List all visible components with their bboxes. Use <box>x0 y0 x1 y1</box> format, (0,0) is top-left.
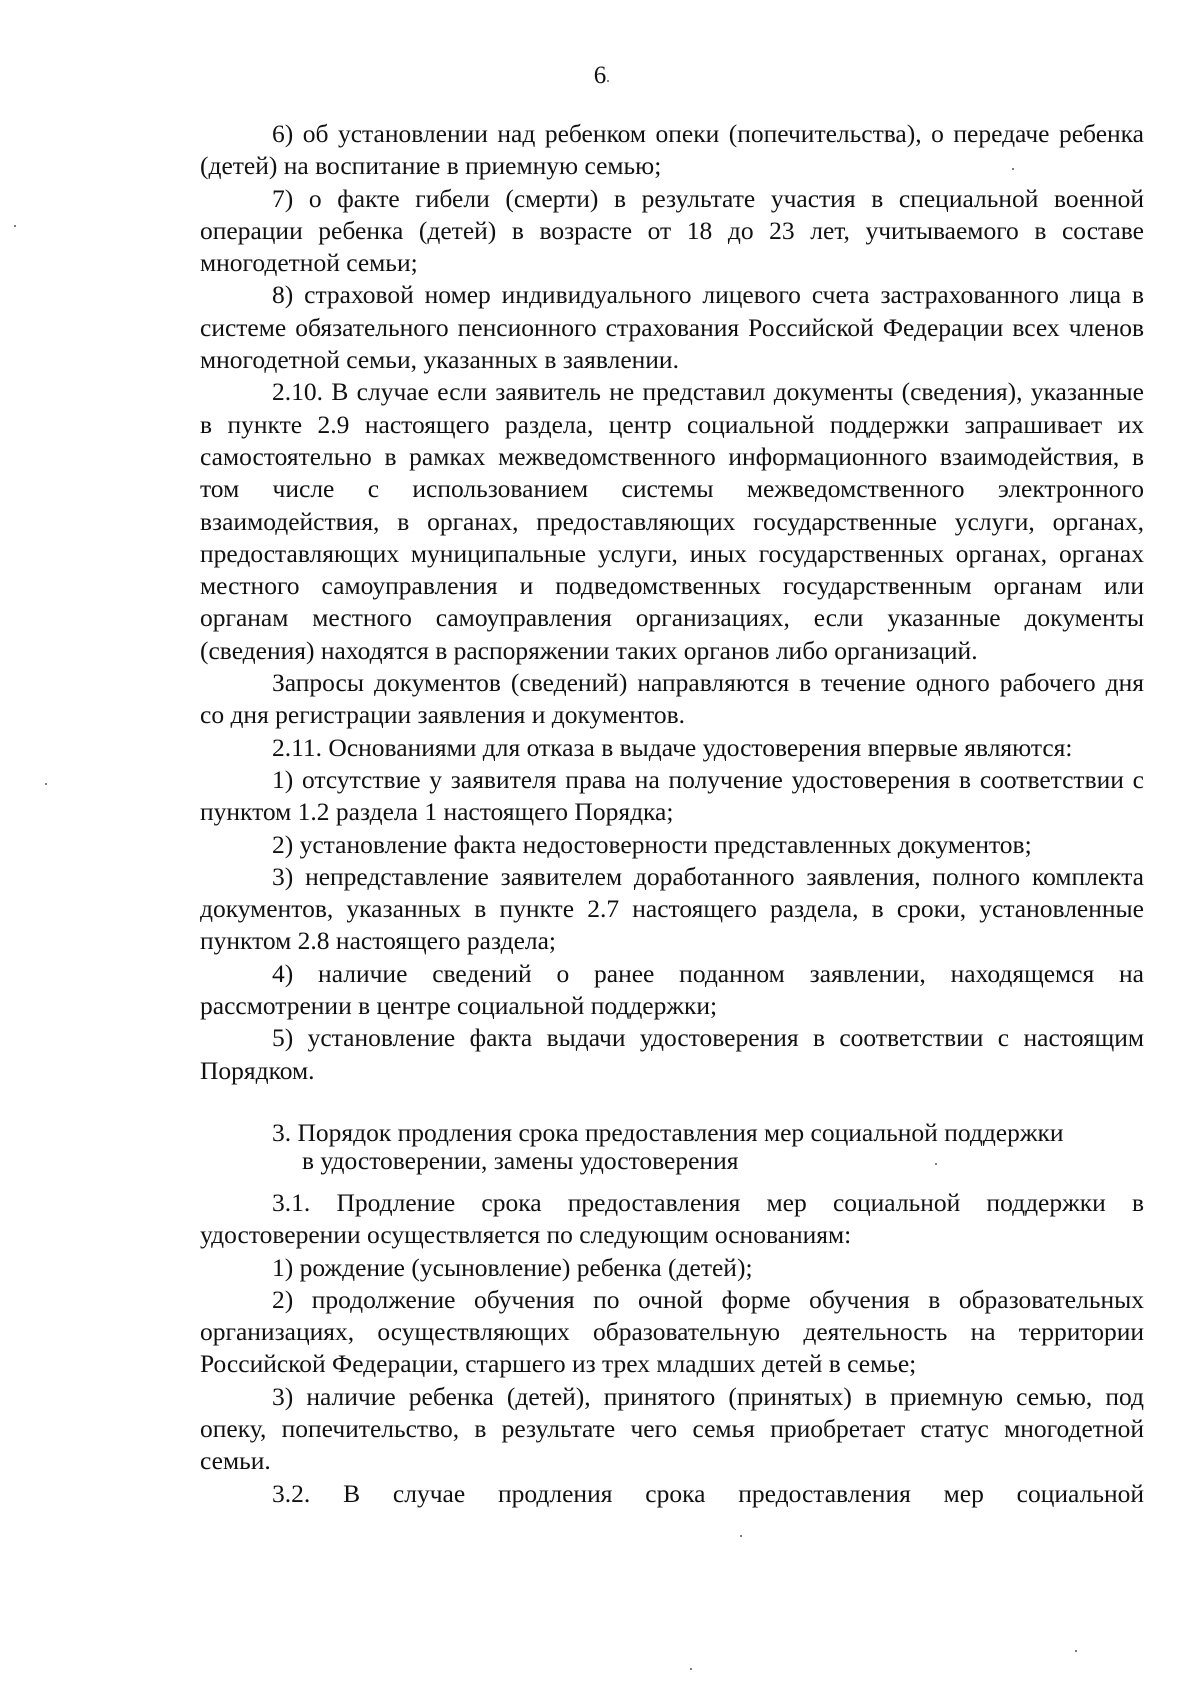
paragraph-2-10: 2.10. В случае если заявитель не представил документы (сведения), указанные в пункте 2.9 настоящего раздела, центр социальной поддержки запрашивает их самостоятельно в рамках межведомственного информационного взаимодействия, в том числе с использованием системы межведомственного электронного взаимодействия, в органах, предоставляющих государственные услуги, органах, предоставляющих муниципальные услуги, иных государственных органах, органах местного самоуправления и подведомственных государственным органам или органам местного самоуправления организациях, если указанные документы (сведения) находятся в распоряжении таких органов либо организаций. <box>200 377 1144 665</box>
document-body <box>200 118 1144 1510</box>
extension-ground-1: 1) рождение (усыновление) ребенка (детей); <box>272 1252 753 1282</box>
refusal-ground-4: 4) наличие сведений о ранее поданном заявлении, находящемся на рассмотрении в центре социальной поддержки; <box>200 958 1144 1021</box>
section-3-heading <box>200 1119 1144 1175</box>
extension-ground-2: 2) продолжение обучения по очной форме обучения в образовательных организациях, осуществляющих образовательную деятельность на территории Российской Федерации, старшего из трех младших детей в семье; <box>200 1284 1144 1379</box>
scan-speck <box>740 1535 742 1537</box>
scan-speck <box>935 1163 937 1165</box>
scan-speck <box>607 80 609 82</box>
scan-speck <box>1012 168 1014 170</box>
refusal-ground-3: 3) непредставление заявителем доработанного заявления, полного комплекта документов, указанных в пункте 2.7 настоящего раздела, в сроки, установленные пунктом 2.8 настоящего раздела; <box>200 861 1144 956</box>
paragraph-item-6: 6) об установлении над ребенком опеки (попечительства), о передаче ребенка (детей) на воспитание в приемную семью; <box>200 119 1144 181</box>
extension-ground-3: 3) наличие ребенка (детей), принятого (принятых) в приемную семью, под опеку, попечительство, в результате чего семья приобретает статус многодетной семьи. <box>200 1381 1144 1476</box>
paragraph-item-7: 7) о факте гибели (смерти) в результате участия в специальной военной операции ребенка (детей) в возрасте от 18 до 23 лет, учитываемого в составе многодетной семьи; <box>200 183 1144 278</box>
paragraph-requests: Запросы документов (сведений) направляются в течение одного рабочего дня со дня регистрации заявления и документов. <box>200 668 1144 730</box>
paragraph-item-8: 8) страховой номер индивидуального лицевого счета застрахованного лица в системе обязательного пенсионного страхования Российской Федерации всех членов многодетной семьи, указанных в заявлении. <box>200 280 1144 375</box>
scan-speck <box>14 225 16 227</box>
refusal-ground-1: 1) отсутствие у заявителя права на получение удостоверения в соответствии с пунктом 1.2 раздела 1 настоящего Порядка; <box>200 764 1144 827</box>
scan-speck <box>45 783 47 785</box>
section-heading-line-1: 3. Порядок продления срока предоставления мер социальной поддержки <box>272 1117 1064 1147</box>
paragraph-3-2: 3.2. В случае продления срока предоставления мер социальной <box>272 1478 1144 1508</box>
scan-speck <box>1075 1650 1077 1652</box>
refusal-ground-2: 2) установление факта недостоверности представленных документов; <box>272 829 1032 859</box>
scan-speck <box>690 1668 692 1670</box>
refusal-ground-5: 5) установление факта выдачи удостоверения в соответствии с настоящим Порядком. <box>200 1023 1144 1085</box>
section-heading-line-2: в удостоверении, замены удостоверения <box>302 1145 739 1175</box>
paragraph-2-11: 2.11. Основаниями для отказа в выдаче удостоверения впервые являются: <box>272 732 1073 762</box>
page-number: 6 <box>593 62 607 89</box>
paragraph-3-1: 3.1. Продление срока предоставления мер социальной поддержки в удостоверении осуществляется по следующим основаниям: <box>200 1187 1144 1250</box>
